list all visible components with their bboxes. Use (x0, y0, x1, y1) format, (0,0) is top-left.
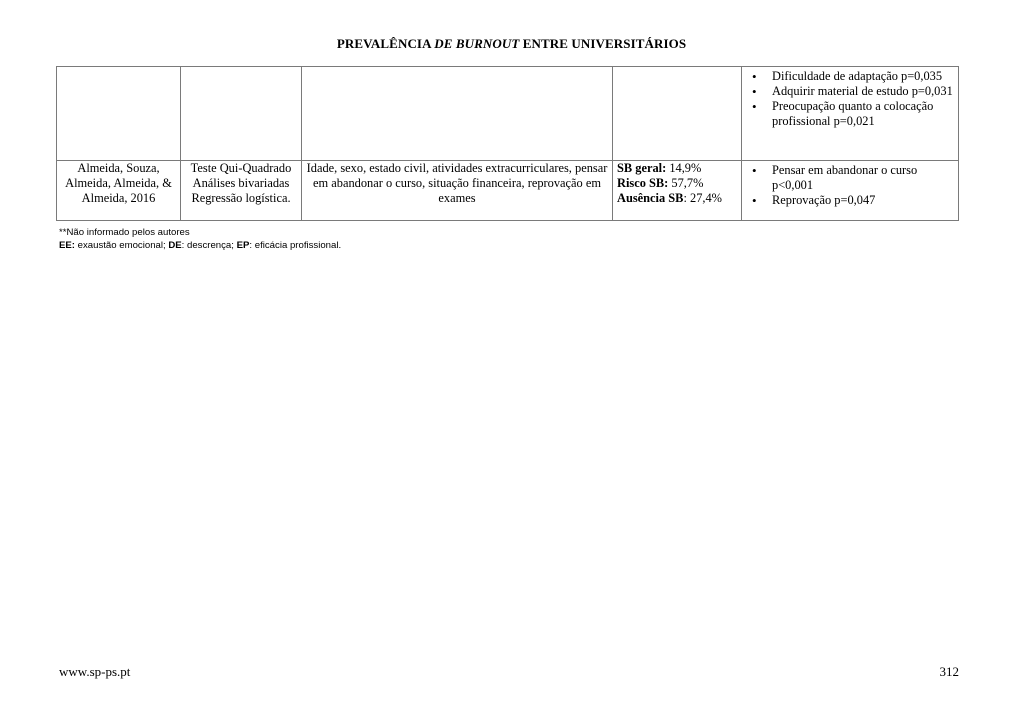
table-row (57, 67, 959, 161)
authors-cell: Almeida, Souza, Almeida, Almeida, & Almeida, 2016 (57, 161, 181, 221)
stat-label: Risco SB: (617, 176, 669, 190)
authors-cell (57, 67, 181, 161)
methods-cell (181, 67, 302, 161)
abbr-ee-text: exaustão emocional; (75, 240, 169, 251)
stat-label: SB geral: (617, 161, 667, 175)
abbr-ee: EE: (59, 240, 75, 251)
stat-value: 57,7% (668, 176, 704, 190)
findings-list (746, 163, 954, 208)
list-item: • Reprovação p=0,047 (746, 193, 954, 208)
list-item: • Dificuldade de adaptação p=0,035 (746, 69, 954, 84)
abbr-de-text: : descrença; (181, 240, 237, 251)
stat-value: : 27,4% (683, 191, 722, 205)
footnote-not-informed: **Não informado pelos autores (59, 227, 190, 238)
findings-list (746, 69, 954, 129)
stat-line (617, 176, 737, 191)
stat-line (617, 191, 737, 206)
findings-cell (742, 67, 959, 161)
page-title (0, 36, 1023, 52)
stat-value: 14,9% (666, 161, 702, 175)
footnotes (59, 226, 341, 252)
findings-cell (742, 161, 959, 221)
stat-line (617, 161, 737, 176)
footer-url: www.sp-ps.pt (59, 664, 131, 679)
results-table (56, 66, 959, 221)
stats-cell (613, 161, 742, 221)
abbr-ep-text: : eficácia profissional. (249, 240, 342, 251)
page-number: 312 (939, 664, 959, 679)
title-part-1: PREVALÊNCIA (336, 36, 435, 51)
list-item: • Pensar em abandonar o curso p<0,001 (746, 163, 954, 193)
stat-label: Ausência SB (617, 191, 684, 205)
abbr-ep: EP (236, 240, 250, 251)
methods-cell: Teste Qui-Quadrado Análises bivariadas Regressão logística. (181, 161, 302, 221)
variables-cell: Idade, sexo, estado civil, atividades extracurriculares, pensar em abandonar o curso, situação financeira, reprovação em exames (302, 161, 613, 221)
stats-cell (613, 67, 742, 161)
title-part-2: ENTRE UNIVERSITÁRIOS (519, 36, 687, 51)
footnote-abbreviations (59, 239, 341, 252)
list-item: • Preocupação quanto a colocação profissional p=0,021 (746, 99, 954, 129)
title-italic: DE BURNOUT (434, 36, 520, 51)
abbr-de: DE (168, 240, 182, 251)
variables-cell (302, 67, 613, 161)
table-row (57, 161, 959, 221)
list-item: • Adquirir material de estudo p=0,031 (746, 84, 954, 99)
